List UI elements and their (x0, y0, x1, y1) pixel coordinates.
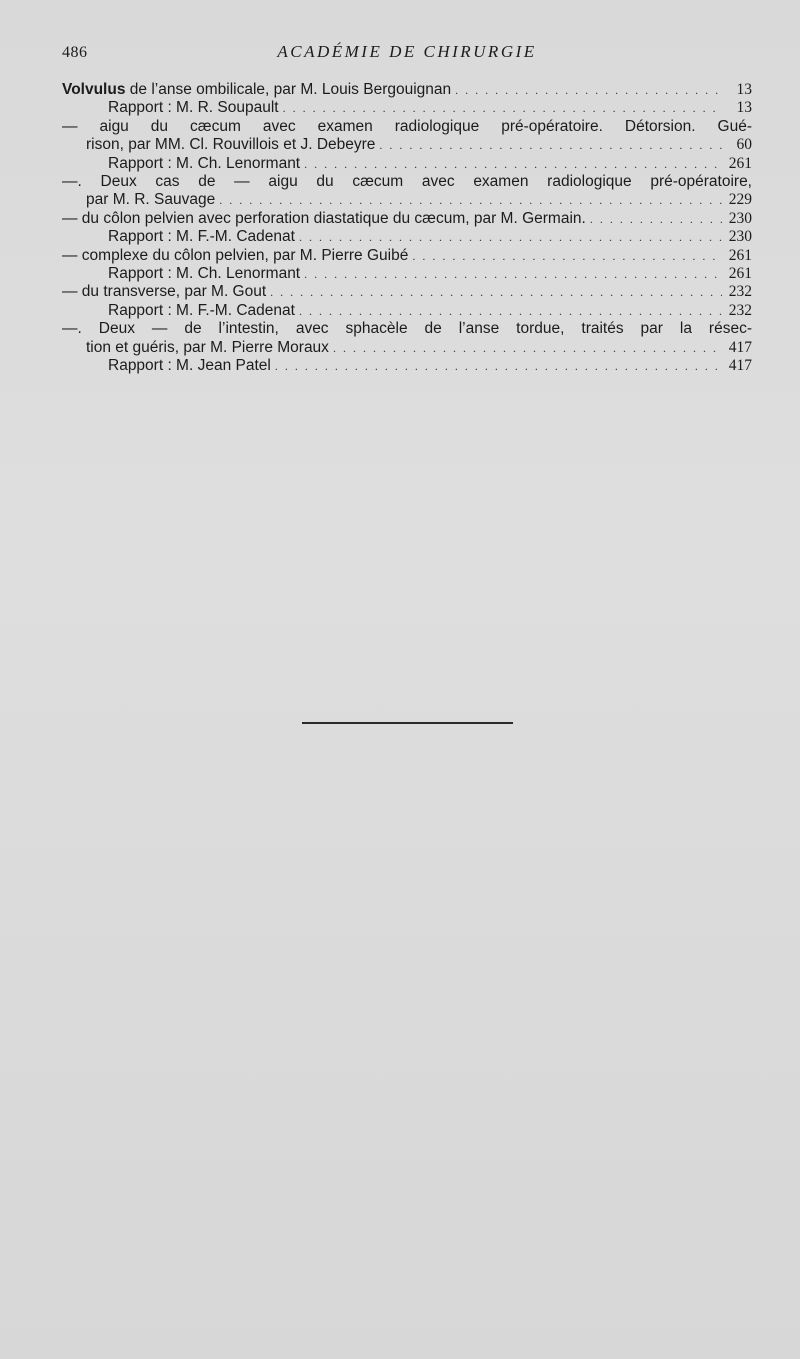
leader-dots (283, 99, 722, 117)
leader-dots (304, 265, 722, 283)
index-entry-rapport (62, 302, 752, 320)
leader-dots (379, 136, 722, 154)
entry-text: Rapport : M. F.-M. Cadenat (108, 301, 295, 319)
leader-dots (219, 191, 722, 209)
entry-text: de l’anse ombilicale, par M. Louis Bergouignan (129, 81, 452, 98)
leader-dots (455, 81, 722, 99)
leader-dots (590, 210, 722, 228)
leader-dots (304, 155, 722, 173)
entry-text: — complexe du côlon pelvien, par M. Pierre Guibé (62, 246, 409, 264)
index-entry-rapport (62, 265, 752, 283)
entry-text: Rapport : M. Jean Patel (108, 357, 271, 375)
entry-text: Rapport : M. Ch. Lenormant (108, 265, 301, 283)
leader-dots (333, 339, 722, 357)
entry-page-number: 417 (728, 338, 752, 356)
entry-page-number: 13 (736, 81, 752, 98)
index-entry (62, 283, 752, 301)
entry-page-number: 13 (736, 99, 752, 117)
index-entry (62, 247, 752, 265)
entry-text: — du côlon pelvien avec perforation diastatique du cæcum, par M. Germain. (62, 209, 586, 227)
entry-text: Rapport : M. Ch. Lenormant (108, 154, 301, 172)
index-entry (62, 210, 752, 228)
entry-text-line: —. Deux — de l’intestin, avec sphacèle de l’anse tordue, traités par la résec- (62, 320, 752, 338)
entry-page-number: 261 (728, 265, 752, 283)
index-entry-continuation (62, 136, 752, 154)
page-number: 486 (62, 44, 88, 61)
entry-page-number: 229 (728, 191, 752, 209)
index-entry-rapport (62, 228, 752, 246)
index-entry-rapport (62, 357, 752, 375)
leader-dots (299, 228, 722, 246)
index-entry-rapport (62, 155, 752, 173)
entry-page-number: 230 (728, 209, 752, 227)
index-entry-volvulus (62, 81, 752, 99)
index-entries (62, 81, 752, 376)
entry-text: tion et guéris, par M. Pierre Moraux (86, 338, 329, 356)
page-header (62, 42, 752, 66)
entry-text: — du transverse, par M. Gout (62, 283, 267, 301)
leader-dots (270, 283, 722, 301)
entry-text: Rapport : M. F.-M. Cadenat (108, 228, 295, 246)
running-head: ACADÉMIE DE CHIRURGIE (277, 42, 537, 61)
leader-dots (299, 302, 722, 320)
entry-page-number: 232 (728, 283, 752, 301)
entry-text: rison, par MM. Cl. Rouvillois et J. Debeyre (86, 136, 376, 154)
entry-text-line: —. Deux cas de — aigu du cæcum avec examen radiologique pré-opératoire, (62, 173, 752, 191)
entry-page-number: 261 (728, 246, 752, 264)
entry-page-number: 230 (728, 228, 752, 246)
entry-headword: Volvulus (62, 81, 126, 98)
entry-text: par M. R. Sauvage (86, 191, 216, 209)
entry-text: Rapport : M. R. Soupault (108, 99, 279, 117)
index-entry-continuation (62, 339, 752, 357)
entry-page-number: 232 (728, 301, 752, 319)
leader-dots (412, 247, 722, 265)
entry-text-line: — aigu du cæcum avec examen radiologique pré-opératoire. Détorsion. Gué- (62, 117, 752, 135)
entry-page-number: 60 (736, 136, 752, 154)
leader-dots (275, 357, 722, 375)
index-entry-continuation (62, 191, 752, 209)
entry-page-number: 417 (728, 357, 752, 375)
index-entry-rapport (62, 99, 752, 117)
entry-page-number: 261 (728, 154, 752, 172)
section-end-rule (302, 722, 513, 724)
